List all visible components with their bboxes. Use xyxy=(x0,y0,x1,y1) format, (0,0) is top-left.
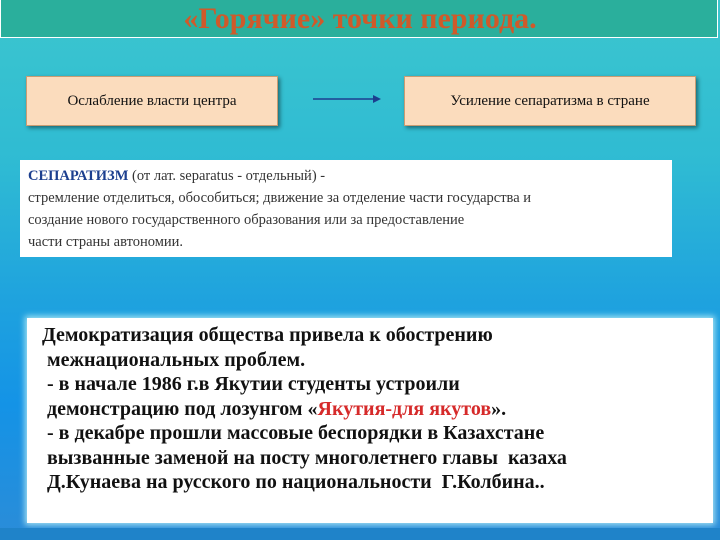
text-line: вызванные заменой на посту многолетнего главы казаха xyxy=(37,446,567,469)
definition-text: (от лат. separatus - отдельный) - xyxy=(128,168,326,184)
effect-box xyxy=(404,76,696,126)
text-line: - в начале 1986 г.в Якутии студенты устроили xyxy=(37,373,460,395)
definition-line: части страны автономии. xyxy=(28,234,184,250)
definition-line xyxy=(28,165,664,187)
text-line: Д.Кунаева на русского по национальности Г.Колбина.. xyxy=(37,471,545,493)
text-line: - в декабре прошли массовые беспорядки в Казахстане xyxy=(37,422,545,444)
definition-line: создание нового государственного образования или за предоставление xyxy=(28,212,465,228)
cause-box xyxy=(26,76,278,126)
text-fragment: ». xyxy=(491,397,507,420)
text-line: Демократизация общества привела к обострению xyxy=(37,324,493,346)
bottom-bar xyxy=(0,528,720,540)
slide-title: «Горячие» точки периода. xyxy=(183,2,537,35)
slogan-text: Якутия-для якутов xyxy=(317,397,492,420)
text-line xyxy=(37,397,703,422)
definition-term: СЕПАРАТИЗМ xyxy=(28,168,129,184)
text-line: межнациональных проблем. xyxy=(37,348,306,371)
main-text-panel xyxy=(27,318,713,523)
cause-label: Ослабление власти центра xyxy=(67,92,237,109)
arrow-right-icon xyxy=(313,93,381,105)
definition-panel xyxy=(20,160,672,257)
effect-label: Усиление сепаратизма в стране xyxy=(450,92,650,109)
text-fragment: демонстрацию под лозунгом « xyxy=(37,397,318,420)
definition-line: стремление отделиться, обособиться; движение за отделение части государства и xyxy=(28,190,532,206)
